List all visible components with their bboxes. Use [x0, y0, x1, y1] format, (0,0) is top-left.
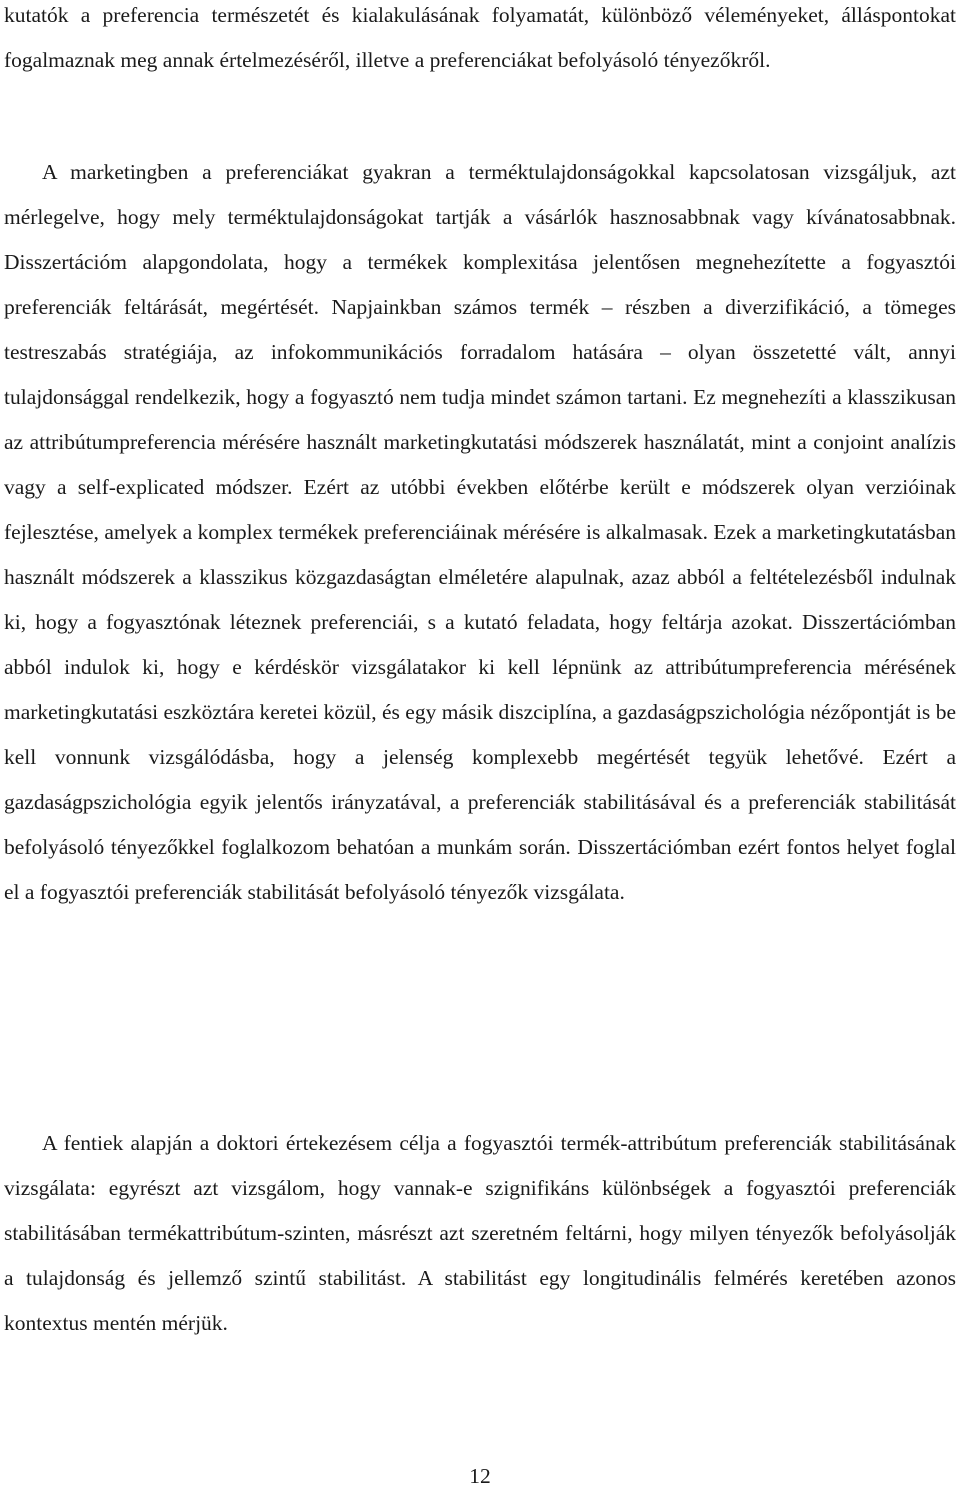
paragraph-marketing-preferences: A marketingben a preferenciákat gyakran a terméktulajdonságokkal kapcsolatosan vizsgáljuk, azt mérlegelve, hogy mely terméktulajdonságokat tartják a vásárlók hasznosabbnak vagy kívánatosabbnak. Disszertációm alapgondolata, hogy a termékek komplexitása jelentősen megnehezítette a fogyasztói preferenciák feltárását, megértését. Napjainkban számos termék – részben a diverzifikáció, a tömeges testreszabás stratégiája, az infokommunikációs forradalom hatására – olyan összetetté vált, annyi tulajdonsággal rendelkezik, hogy a fogyasztó nem tudja mindet számon tartani. Ez megnehezíti a klasszikusan az attribútumpreferencia mérésére használt marketingkutatási módszerek használatát, mint a conjoint analízis vagy a self-explicated módszer. Ezért az utóbbi években előtérbe került e módszerek olyan verzióinak fejlesztése, amelyek a komplex termékek preferenciáinak mérésére is alkalmasak. Ezek a marketingkutatásban használt módszerek a klasszikus közgazdaságtan elméletére alapulnak, azaz abból a feltételezésből indulnak ki, hogy a fogyasztónak léteznek preferenciái, s a kutató feladata, hogy feltárja azokat. Disszertációmban abból indulok ki, hogy e kérdéskör vizsgálatakor ki kell lépnünk az attribútumpreferencia mérésének marketingkutatási eszköztára keretei közül, és egy másik diszciplína, a gazdaságpszichológia nézőpontját is be kell vonnunk vizsgálódásba, hogy a jelenség komplexebb megértését tegyük lehetővé. Ezért a gazdaságpszichológia egyik jelentős irányzatával, a preferenciák stabilitásával és a preferenciák stabilitását befolyásoló tényezőkkel foglalkozom behatóan a munkám során. Disszertációmban ezért fontos helyet foglal el a fogyasztói preferenciák stabilitását befolyásoló tényezők vizsgálata. [4, 160, 956, 904]
paragraph-dissertation-aim: A fentiek alapján a doktori értekezésem célja a fogyasztói termék-attribútum preferenciák stabilitásának vizsgálata: egyrészt azt vizsgálom, hogy vannak-e szignifikáns különbségek a fogyasztói preferenciák stabilitásában termékattribútum-szinten, másrészt azt szeretném feltárni, hogy milyen tényezők befolyásolják a tulajdonság és jellemző szintű stabilitást. A stabilitást egy longitudinális felmérés keretében azonos kontextus mentén mérjük. [4, 1131, 956, 1335]
paragraph-continuation: kutatók a preferencia természetét és kialakulásának folyamatát, különböző véleményeket, álláspontokat fogalmaznak meg annak értelmezéséről, illetve a preferenciákat befolyásoló tényezőkről. [4, 3, 956, 72]
document-page [4, 0, 956, 1490]
page-number: 12 [469, 1464, 491, 1488]
